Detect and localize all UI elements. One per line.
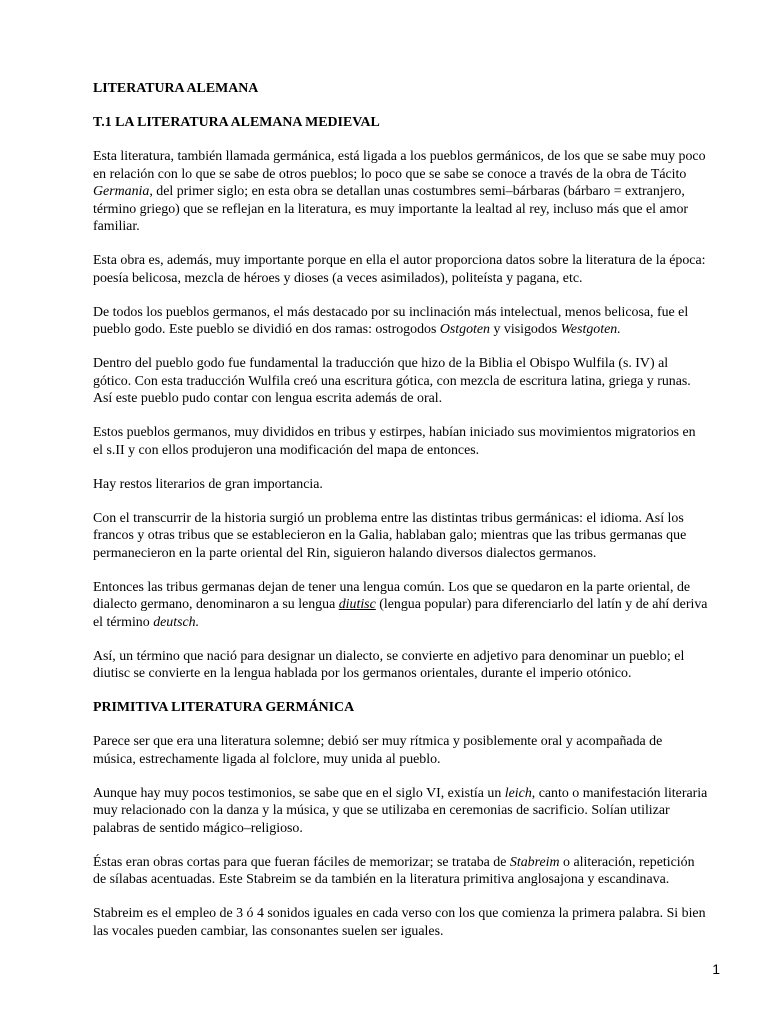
paragraph (93, 424, 718, 459)
paragraph (93, 148, 718, 236)
text-fragment: y visigodos (490, 322, 561, 337)
paragraph (93, 252, 718, 287)
text-fragment: pueblo godo. Este pueblo se dividió en dos ramas: ostrogodos (93, 322, 440, 337)
text-line: muy relacionado con la danza y la música, y que se utilizaba en ceremonias de sacrificio. Solían utilizar (93, 803, 670, 818)
paragraph (93, 905, 718, 940)
text-line: permanecieron en la parte oriental del Rin, siguieron halando diversos dialectos germanos. (93, 545, 597, 561)
paragraph (93, 476, 718, 494)
text-line (93, 854, 718, 872)
document-body (93, 80, 718, 957)
italic-term: Stabreim (509, 854, 560, 870)
text-line: Esta literatura, también llamada germánica, está ligada a los pueblos germánicos, de los que se sabe muy poco (93, 149, 706, 164)
text-line: palabras de sentido mágico–religioso. (93, 820, 303, 836)
text-fragment: dialecto germano, denominaron a su lengua (93, 597, 339, 612)
section-heading: T.1 LA LITERATURA ALEMANA MEDIEVAL (93, 115, 380, 130)
text-line: música, estrechamente ligada al folclore, muy unida al pueblo. (93, 751, 441, 767)
paragraph (93, 579, 718, 632)
paragraph (93, 355, 718, 408)
text-line: Parece ser que era una literatura solemne; debió ser muy rítmica y posiblemente oral y acompañada de (93, 734, 663, 749)
text-line: de sílabas acentuadas. Este Stabreim se da también en la literatura primitiva anglosajona y escandinava. (93, 872, 670, 887)
text-fragment: (lengua popular) para diferenciarlo del latín y de ahí deriva (375, 597, 708, 612)
text-line: poesía belicosa, mezcla de héroes y dioses (a veces asimilados), politeísta y pagana, etc. (93, 270, 583, 286)
text-line: Con el transcurrir de la historia surgió un problema entre las distintas tribus germánicas: el idioma. Así los (93, 510, 684, 526)
text-line: término griego) que se reflejan en la literatura, es muy importante la lealtad al rey, incluso más que el amor (93, 201, 689, 217)
paragraph (93, 733, 718, 768)
text-line: Así este pueblo pudo contar con lengua escrita además de oral. (93, 391, 443, 406)
paragraph (93, 648, 718, 683)
document-title: LITERATURA ALEMANA (93, 81, 259, 96)
text-line: Estos pueblos germanos, muy divididos en tribus y estirpes, habían iniciado sus movimientos migratorios en (93, 425, 696, 440)
text-fragment: el término (93, 614, 154, 630)
text-line: el s.II y con ellos produjeron una modificación del mapa de entonces. (93, 442, 480, 458)
italic-term: Westgoten. (560, 322, 621, 337)
text-line (93, 614, 718, 632)
paragraph (93, 510, 718, 563)
paragraph (93, 304, 718, 339)
paragraph (93, 854, 718, 889)
text-line: De todos los pueblos germanos, el más destacado por su inclinación más intelectual, menos belicosa, fue el (93, 304, 689, 320)
text-fragment: o aliteración, repetición (559, 854, 695, 870)
text-line: Hay restos literarios de gran importancia. (93, 476, 323, 492)
paragraph (93, 785, 718, 838)
text-line: Dentro del pueblo godo fue fundamental la traducción que hizo de la Biblia el Obispo Wulfila (s. IV) al (93, 356, 669, 371)
text-line (93, 785, 718, 803)
text-line (93, 596, 718, 614)
section-heading: PRIMITIVA LITERATURA GERMÁNICA (93, 700, 355, 715)
italic-term: Germania (93, 184, 150, 199)
text-line: Así, un término que nació para designar un dialecto, se convierte en adjetivo para denominar un pueblo; el (93, 648, 685, 664)
text-line: Entonces las tribus germanas dejan de tener una lengua común. Los que se quedaron en la parte oriental, de (93, 579, 691, 595)
text-line: francos y otras tribus que se establecieron en la Galia, hablaban galo; mientras que las tribus germanas que (93, 528, 687, 543)
italic-term: leich (504, 785, 532, 801)
text-line (93, 321, 718, 339)
text-fragment: Éstas eran obras cortas para que fueran fáciles de memorizar; se trataba de (93, 854, 510, 870)
page-number: 1 (712, 961, 720, 977)
text-line: en relación con lo que se sabe de otros pueblos; lo poco que se sabe se conoce a través de la obra de Tácito (93, 166, 687, 182)
diutisc-term: diutisc (338, 597, 376, 612)
text-fragment: Aunque hay muy pocos testimonios, se sabe que en el siglo VI, existía un (93, 785, 505, 801)
text-line: las vocales pueden cambiar, las consonantes suelen ser iguales. (93, 923, 444, 939)
text-line: familiar. (93, 219, 140, 234)
text-line: Esta obra es, además, muy importante porque en ella el autor proporciona datos sobre la literatura de la época: (93, 253, 706, 268)
italic-term: deutsch. (153, 614, 200, 630)
text-fragment: , canto o manifestación literaria (531, 785, 708, 801)
text-line: Stabreim es el empleo de 3 ó 4 sonidos iguales en cada verso con los que comienza la primera palabra. Si bien (93, 906, 706, 921)
text-line (93, 183, 718, 201)
italic-term: Ostgoten (439, 322, 491, 337)
text-line: gótico. Con esta traducción Wulfila creó una escritura gótica, con mezcla de escritura latina, griega y runas. (93, 373, 691, 389)
text-fragment: , del primer siglo; en esta obra se detallan unas costumbres semi–bárbaras (bárbaro = extranjero, (149, 184, 685, 199)
text-line: diutisc se convierte en la lengua hablada por los germanos orientales, durante el imperio otónico. (93, 666, 632, 681)
